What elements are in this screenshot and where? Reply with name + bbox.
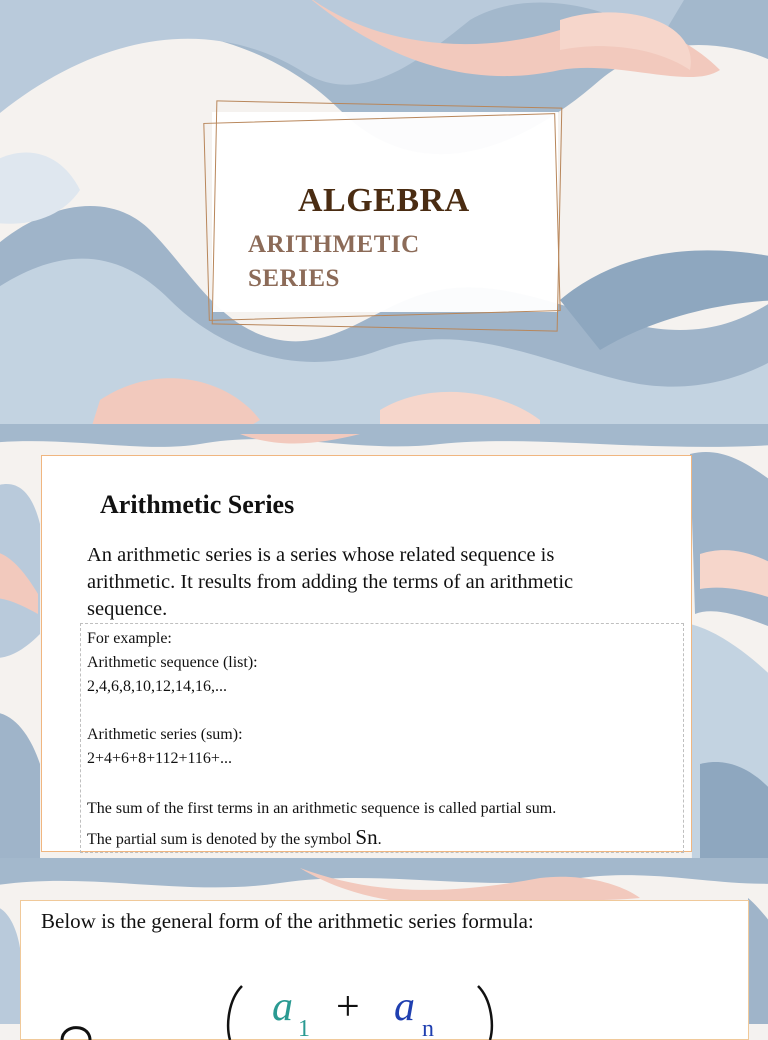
formula-slide bbox=[0, 868, 768, 1040]
arithmetic-series-formula bbox=[60, 980, 520, 1040]
formula-first-subscript: 1 bbox=[298, 1016, 310, 1040]
definition-line-1: An arithmetic series is a series whose related sequence is bbox=[87, 544, 555, 566]
sequence-values: 2,4,6,8,10,12,14,16,... bbox=[87, 678, 227, 695]
partial-sum-symbol: Sn bbox=[355, 825, 378, 849]
formula-first-term: a bbox=[272, 984, 293, 1030]
subtitle-line-2: SERIES bbox=[248, 265, 340, 292]
partial-sum-text: The sum of the first terms in an arithmetic sequence is called partial sum. bbox=[87, 800, 557, 817]
partial-sum-symbol-line bbox=[87, 825, 382, 850]
formula-s-glyph bbox=[62, 1028, 90, 1040]
slide-subtitle bbox=[248, 228, 420, 296]
title-slide bbox=[0, 0, 768, 432]
partial-sum-symbol-text: The partial sum is denoted by the symbol bbox=[87, 831, 356, 848]
period: . bbox=[377, 831, 382, 848]
formula-last-term: a bbox=[394, 984, 415, 1030]
formula-plus: + bbox=[336, 984, 360, 1030]
definition-paragraph bbox=[87, 542, 647, 623]
definition-slide bbox=[0, 434, 768, 866]
formula-intro: Below is the general form of the arithmetic series formula: bbox=[41, 909, 534, 933]
sequence-label: Arithmetic sequence (list): bbox=[87, 654, 258, 671]
slide-title: ALGEBRA bbox=[298, 182, 470, 219]
definition-line-2: arithmetic. It results from adding the terms of an arithmetic bbox=[87, 571, 574, 593]
formula-left-paren bbox=[228, 986, 242, 1040]
series-values: 2+4+6+8+112+116+... bbox=[87, 750, 232, 767]
subtitle-line-1: ARITHMETIC bbox=[248, 231, 420, 258]
section-heading: Arithmetic Series bbox=[100, 490, 295, 519]
series-label: Arithmetic series (sum): bbox=[87, 726, 243, 743]
formula-right-paren bbox=[478, 986, 492, 1040]
definition-line-3: sequence. bbox=[87, 598, 168, 620]
formula-last-subscript: n bbox=[422, 1016, 434, 1040]
example-label: For example: bbox=[87, 630, 172, 647]
